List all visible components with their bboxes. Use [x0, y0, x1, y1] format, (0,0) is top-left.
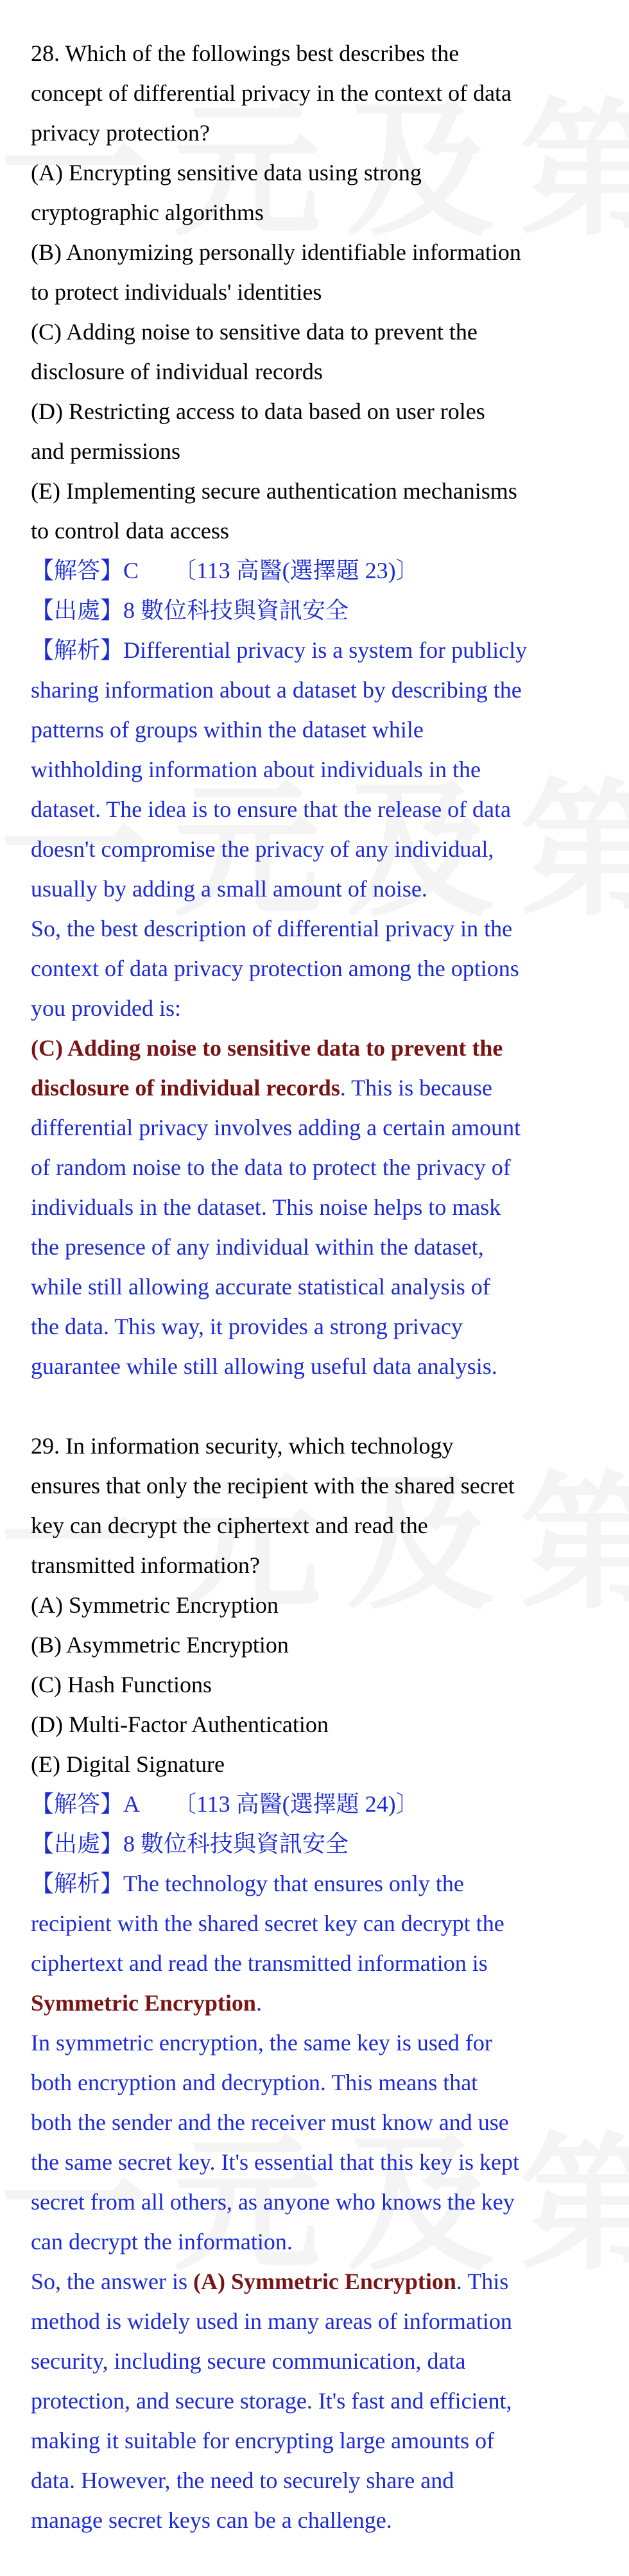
explanation-line: usually by adding a small amount of noise.: [31, 876, 427, 902]
option-d: and permissions: [31, 438, 180, 464]
explanation-line: dataset. The idea is to ensure that the release of data: [31, 796, 512, 822]
explanation-line: the data. This way, it provides a strong privacy: [31, 1314, 463, 1339]
question-stem: privacy protection?: [31, 120, 210, 146]
explanation-line: ciphertext and read the transmitted information is: [31, 1950, 488, 1976]
option-a: (A) Encrypting sensitive data using strong: [31, 160, 422, 185]
explanation-line: So, the best description of differential privacy in the: [31, 916, 513, 941]
explanation-line: both encryption and decryption. This means that: [31, 2070, 478, 2095]
option-e: to control data access: [31, 518, 229, 544]
explanation-line: [31, 1068, 602, 1108]
option-e: (E) Implementing secure authentication mechanisms: [31, 478, 517, 504]
source-line: 【出處】8 數位科技與資訊安全: [31, 597, 349, 623]
option-e: (E) Digital Signature: [31, 1751, 225, 1777]
option-c: (C) Hash Functions: [31, 1672, 212, 1697]
explanation-text: . This is because: [340, 1075, 493, 1101]
explanation-text: . This: [456, 2269, 509, 2294]
explanation-line: individuals in the dataset. This noise helps to mask: [31, 1194, 501, 1220]
option-a: (A) Symmetric Encryption: [31, 1592, 279, 1618]
explanation-line: sharing information about a dataset by describing the: [31, 677, 522, 703]
explanation-text: .: [255, 1990, 262, 2016]
option-c: disclosure of individual records: [31, 359, 323, 384]
explanation-line: [31, 2262, 602, 2301]
answer-line: 【解答】A 〔113 高醫(選擇題 24)〕: [31, 1791, 419, 1817]
explanation-line: the presence of any individual within the dataset,: [31, 1234, 484, 1260]
explanation-line: recipient with the shared secret key can decrypt the: [31, 1911, 504, 1936]
explanation-line: withholding information about individuals in the: [31, 757, 481, 782]
option-d: (D) Multi-Factor Authentication: [31, 1712, 329, 1737]
highlighted-answer: disclosure of individual records: [31, 1075, 340, 1101]
explanation-line: In symmetric encryption, the same key is used for: [31, 2030, 492, 2056]
explanation-line: patterns of groups within the dataset while: [31, 717, 424, 743]
option-a: cryptographic algorithms: [31, 200, 264, 225]
option-b: (B) Asymmetric Encryption: [31, 1632, 289, 1658]
question-stem: concept of differential privacy in the context of data: [31, 80, 512, 106]
highlighted-answer: (C) Adding noise to sensitive data to prevent the: [31, 1035, 503, 1061]
option-b: to protect individuals' identities: [31, 279, 322, 305]
question-stem: ensures that only the recipient with the shared secret: [31, 1473, 515, 1498]
explanation-line: manage secret keys can be a challenge.: [31, 2507, 392, 2533]
explanation-line: doesn't compromise the privacy of any individual,: [31, 836, 494, 862]
option-c: (C) Adding noise to sensitive data to prevent the: [31, 319, 478, 345]
explanation-line: context of data privacy protection among the options: [31, 956, 519, 981]
explanation-line: [31, 1983, 602, 2023]
question-28: [31, 33, 602, 1386]
highlighted-term: Symmetric Encryption: [31, 1990, 256, 2016]
explanation-line: while still allowing accurate statistical analysis of: [31, 1274, 490, 1300]
question-stem: transmitted information?: [31, 1552, 260, 1578]
explanation-line: method is widely used in many areas of information: [31, 2308, 512, 2334]
explanation-line: guarantee while still allowing useful data analysis.: [31, 1353, 497, 1379]
explanation-line: of random noise to the data to protect the privacy of: [31, 1155, 511, 1180]
document-page: [31, 33, 602, 2540]
explanation-line: can decrypt the information.: [31, 2229, 293, 2254]
explanation-line: security, including secure communication, data: [31, 2348, 466, 2374]
question-stem: key can decrypt the ciphertext and read the: [31, 1513, 428, 1538]
explanation-line: secret from all others, as anyone who knows the key: [31, 2189, 515, 2215]
explanation-line: protection, and secure storage. It's fast and efficient,: [31, 2388, 512, 2414]
explanation-line: 【解析】The technology that ensures only the: [31, 1871, 464, 1896]
explanation-line: differential privacy involves adding a certain amount: [31, 1115, 521, 1140]
source-line: 【出處】8 數位科技與資訊安全: [31, 1831, 349, 1857]
question-29: [31, 1426, 602, 2540]
highlighted-answer: (A) Symmetric Encryption: [193, 2269, 456, 2294]
explanation-line: you provided is:: [31, 995, 181, 1021]
question-stem: 28. Which of the followings best describes the: [31, 40, 460, 66]
explanation-text: So, the answer is: [31, 2269, 193, 2294]
explanation-line: data. However, the need to securely share and: [31, 2468, 454, 2493]
explanation-line: the same secret key. It's essential that this key is kept: [31, 2149, 519, 2175]
explanation-line: making it suitable for encrypting large amounts of: [31, 2428, 495, 2453]
option-b: (B) Anonymizing personally identifiable information: [31, 239, 521, 265]
section-gap: [31, 1386, 602, 1426]
explanation-line: 【解析】Differential privacy is a system for publicly: [31, 637, 528, 663]
explanation-line: both the sender and the receiver must know and use: [31, 2109, 509, 2135]
answer-line: 【解答】C 〔113 高醫(選擇題 23)〕: [31, 558, 419, 583]
option-d: (D) Restricting access to data based on user roles: [31, 399, 485, 424]
question-stem: 29. In information security, which technology: [31, 1433, 454, 1459]
